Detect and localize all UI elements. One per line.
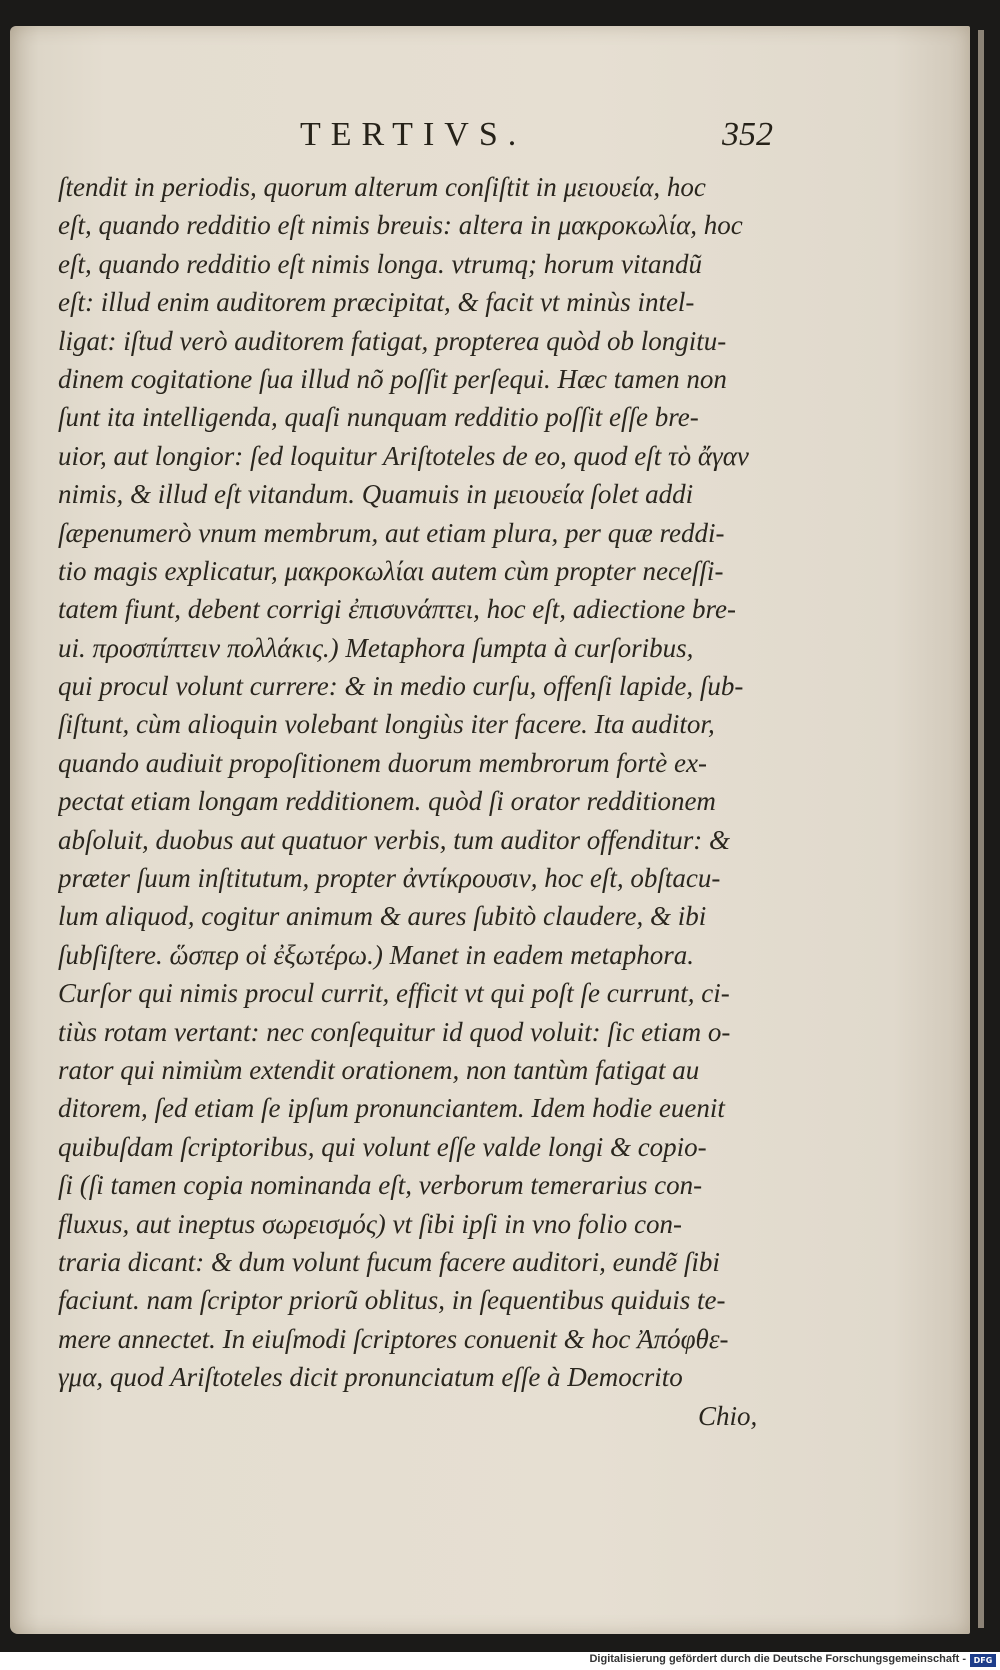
text-line: γμα, quod Ariſtoteles dicit pronunciatum eſſe à Democrito bbox=[58, 1362, 683, 1393]
text-line: uior, aut longior: ſed loquitur Ariſtoteles de eo, quod eſt τὸ ἄγαν bbox=[58, 440, 749, 471]
text-line: ſæpenumerò vnum membrum, aut etiam plura, per quæ reddi- bbox=[58, 517, 725, 548]
text-line: mere annectet. In eiuſmodi ſcriptores conuenit & hoc Ἀπόφθε- bbox=[58, 1323, 729, 1354]
text-line: tio magis explicatur, μακροκωλίαι autem cùm propter neceſſi- bbox=[58, 555, 724, 586]
text-line: eſt: illud enim auditorem præcipitat, & facit vt minùs intel- bbox=[58, 287, 695, 318]
text-line: ditorem, ſed etiam ſe ipſum pronunciantem. Idem hodie euenit bbox=[58, 1093, 725, 1124]
text-line: ſunt ita intelligenda, quaſi nunquam redditio poſſit eſſe bre- bbox=[58, 402, 699, 433]
dfg-logo: DFG bbox=[970, 1654, 996, 1667]
text-line: nimis, & illud eſt vitandum. Quamuis in μειουεία ſolet addi bbox=[58, 479, 694, 510]
text-line: lum aliquod, cogitur animum & aures ſubitò claudere, & ibi bbox=[58, 901, 707, 932]
page-edge bbox=[978, 30, 984, 1628]
book-page bbox=[10, 26, 970, 1634]
text-line: abſoluit, duobus aut quatuor verbis, tum auditor offenditur: & bbox=[58, 824, 731, 855]
text-line: rator qui nimiùm extendit orationem, non tantùm fatigat au bbox=[58, 1054, 700, 1085]
text-line: ſi (ſi tamen copia nominanda eſt, verborum temerarius con- bbox=[58, 1170, 703, 1201]
text-line: pectat etiam longam redditionem. quòd ſi orator redditionem bbox=[58, 786, 716, 817]
text-line: Curſor qui nimis procul currit, efficit vt qui poſt ſe currunt, ci- bbox=[58, 978, 730, 1009]
text-line: quando audiuit propoſitionem duorum membrorum fortè ex- bbox=[58, 747, 707, 778]
page-header bbox=[10, 116, 970, 156]
funding-credit: Digitalisierung gefördert durch die Deutsche Forschungsgemeinschaft - bbox=[589, 1653, 966, 1665]
text-line: præter ſuum inſtitutum, propter ἀντίκρουσιν, hoc eſt, obſtacu- bbox=[58, 863, 721, 894]
text-line: quibuſdam ſcriptoribus, qui volunt eſſe valde longi & copio- bbox=[58, 1131, 707, 1162]
footer-bar bbox=[0, 1652, 1000, 1670]
text-line: eſt, quando redditio eſt nimis longa. vtrumq; horum vitandũ bbox=[58, 248, 702, 279]
text-line: faciunt. nam ſcriptor priorũ oblitus, in ſequentibus quiduis te- bbox=[58, 1285, 726, 1316]
page-number: 352 bbox=[722, 116, 773, 153]
text-line: tiùs rotam vertant: nec conſequitur id quod voluit: ſic etiam o- bbox=[58, 1016, 731, 1047]
text-line: qui procul volunt currere: & in medio curſu, offenſi lapide, ſub- bbox=[58, 671, 744, 702]
text-line: ſubſiſtere. ὥσπερ οἱ ἐξωτέρω.) Manet in eadem metaphora. bbox=[58, 939, 695, 970]
text-line: ligat: iſtud verò auditorem fatigat, propterea quòd ob longitu- bbox=[58, 325, 727, 356]
running-head: TERTIVS. bbox=[300, 116, 527, 153]
text-line: ui. προσπίπτειν πολλάκις.) Metaphora ſumpta à curſoribus, bbox=[58, 632, 694, 663]
text-line: ſtendit in periodis, quorum alterum conſiſtit in μειουεία, hoc bbox=[58, 172, 706, 202]
text-line: ſiſtunt, cùm alioquin volebant longiùs iter facere. Ita auditor, bbox=[58, 709, 715, 740]
catchword: Chio, bbox=[698, 1401, 758, 1431]
text-line: dinem cogitatione ſua illud nõ poſſit perſequi. Hæc tamen non bbox=[58, 363, 727, 394]
text-line: tatem fiunt, debent corrigi ἐπισυνάπτει, hoc eſt, adiectione bre- bbox=[58, 594, 736, 625]
text-block bbox=[58, 168, 798, 1397]
text-line: eſt, quando redditio eſt nimis breuis: altera in μακροκωλία, hoc bbox=[58, 210, 743, 241]
text-line: traria dicant: & dum volunt fucum facere auditori, eundẽ ſibi bbox=[58, 1246, 720, 1277]
text-line: fluxus, aut ineptus σωρεισμός) vt ſibi ipſi in vno folio con- bbox=[58, 1208, 682, 1239]
